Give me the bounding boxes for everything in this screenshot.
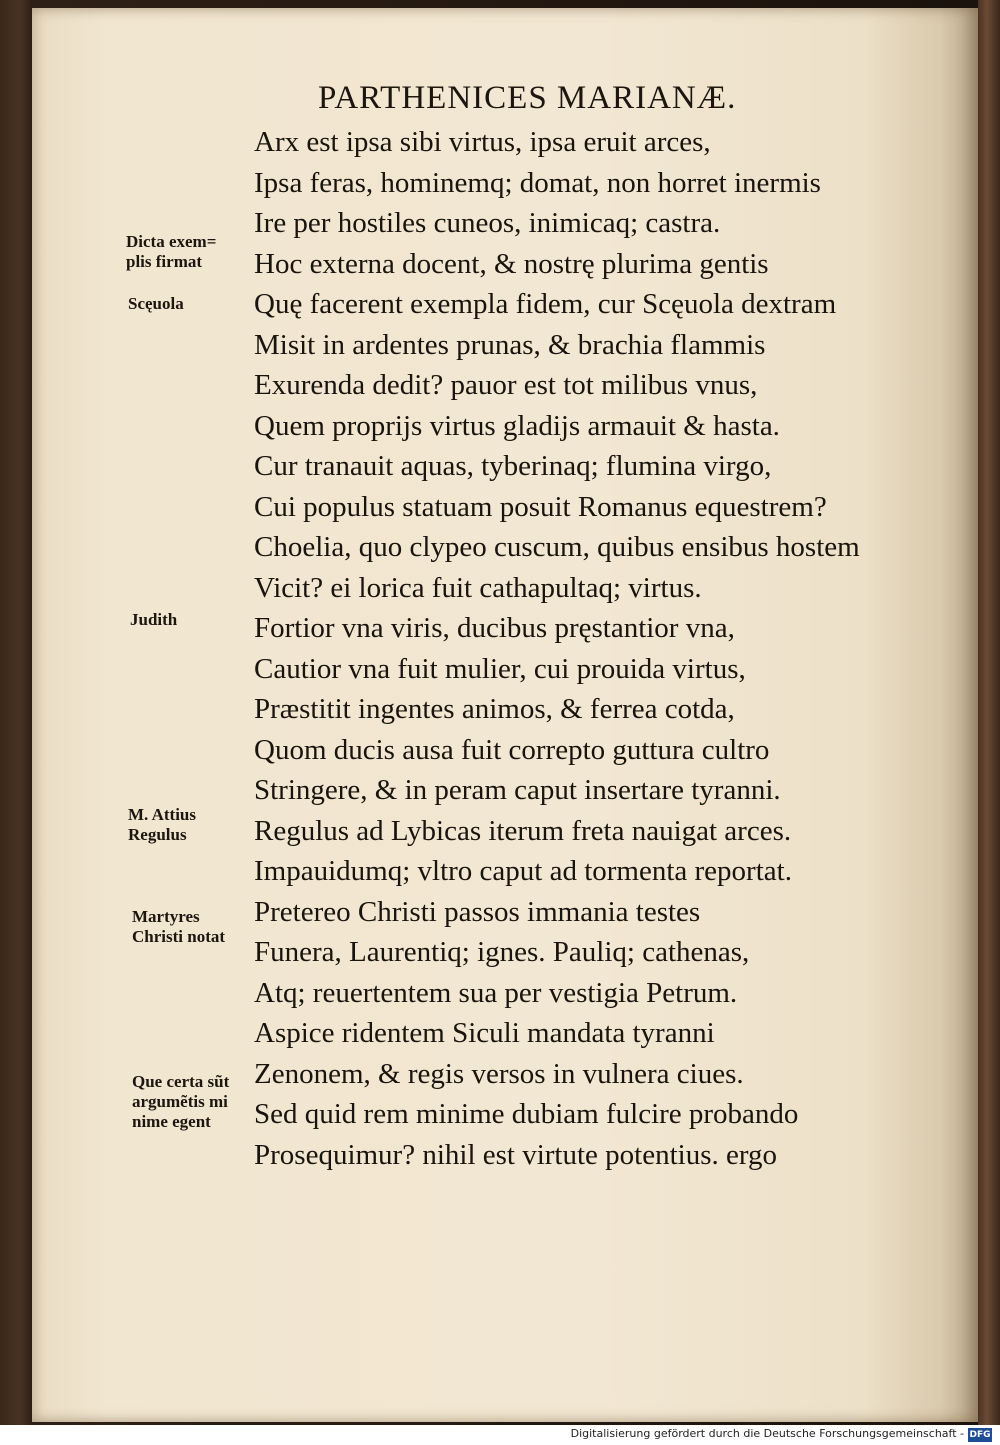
dfg-logo-icon: DFG xyxy=(969,1430,991,1440)
verse-line: Cui populus statuam posuit Romanus equestrem? xyxy=(254,490,827,523)
verse-line: Quem proprijs virtus gladijs armauit & hasta. xyxy=(254,409,780,442)
note-line: Scęuola xyxy=(128,294,184,313)
verse-line: Exurenda dedit? pauor est tot milibus vnus, xyxy=(254,369,758,401)
verse-line: Prosequimur? nihil est virtute potentius. ergo xyxy=(254,1138,778,1171)
marginal-note-regulus xyxy=(128,805,196,845)
verse-line: Cautior vna fuit mulier, cui prouida virtus, xyxy=(254,652,746,685)
note-line: Dicta exem= xyxy=(126,232,217,251)
note-line: Que certa sũt xyxy=(132,1072,230,1091)
verse-line: Ire per hostiles cuneos, inimicaq; castra. xyxy=(254,207,721,239)
marginal-note-quae-certa xyxy=(132,1072,229,1132)
verse-line: Ipsa feras, hominemq; domat, non horret inermis xyxy=(254,166,821,199)
marginal-note-sceuola xyxy=(128,294,184,314)
verse-line: Pretereo Christi passos immania testes xyxy=(254,895,701,928)
footer-credit: Digitalisierung gefördert durch die Deutsche Forschungsgemeinschaft - xyxy=(570,1427,964,1440)
note-line: plis firmat xyxy=(126,252,203,271)
verse-line: Præstitit ingentes animos, & ferrea cotda, xyxy=(254,693,735,725)
verse-line: Misit in ardentes prunas, & brachia flammis xyxy=(254,328,766,361)
verse-line: Hoc externa docent, & nostrę plurima gentis xyxy=(254,247,769,280)
verse-line: Fortior vna viris, ducibus pręstantior vna, xyxy=(254,612,735,644)
verse-line: Zenonem, & regis versos in vulnera ciues. xyxy=(254,1057,744,1090)
marginal-note-dicta xyxy=(126,232,216,272)
note-line: Regulus xyxy=(128,825,187,844)
footer-bar xyxy=(0,1425,1000,1445)
note-line: Judith xyxy=(130,610,178,629)
verse-line: Choelia, quo clypeo cuscum, quibus ensibus hostem xyxy=(254,531,860,563)
running-head: PARTHENICES MARIANÆ. xyxy=(318,80,737,116)
note-line: argumẽtis mi xyxy=(132,1092,228,1111)
verse-line: Quom ducis ausa fuit correpto guttura cultro xyxy=(254,733,770,766)
verse-line: Impauidumq; vltro caput ad tormenta reportat. xyxy=(254,855,792,887)
note-line: Martyres xyxy=(132,907,200,926)
verse-line: Vicit? ei lorica fuit cathapultaq; virtus. xyxy=(254,571,702,604)
verse-line: Arx est ipsa sibi virtus, ipsa eruit arces, xyxy=(254,126,711,158)
verse-line: Regulus ad Lybicas iterum freta nauigat arces. xyxy=(254,814,792,847)
verse-block xyxy=(254,126,904,1186)
note-line: Christi notat xyxy=(132,927,226,946)
verse-line: Quę facerent exempla fidem, cur Scęuola dextram xyxy=(254,288,837,320)
note-line: nime egent xyxy=(132,1112,211,1131)
verse-line: Cur tranauit aquas, tyberinaq; flumina virgo, xyxy=(254,450,772,482)
verse-line: Funera, Laurentiq; ignes. Pauliq; cathenas, xyxy=(254,936,750,968)
note-line: M. Attius xyxy=(128,805,196,824)
verse-line: Sed quid rem minime dubiam fulcire probando xyxy=(254,1098,799,1130)
marginal-note-judith xyxy=(130,610,177,630)
marginal-note-martyres xyxy=(132,907,225,947)
verse-line: Aspice ridentem Siculi mandata tyranni xyxy=(254,1017,715,1049)
verse-line: Atq; reuertentem sua per vestigia Petrum. xyxy=(254,976,738,1009)
verse-line: Stringere, & in peram caput insertare tyranni. xyxy=(254,774,781,806)
book-edge xyxy=(978,0,1000,1425)
